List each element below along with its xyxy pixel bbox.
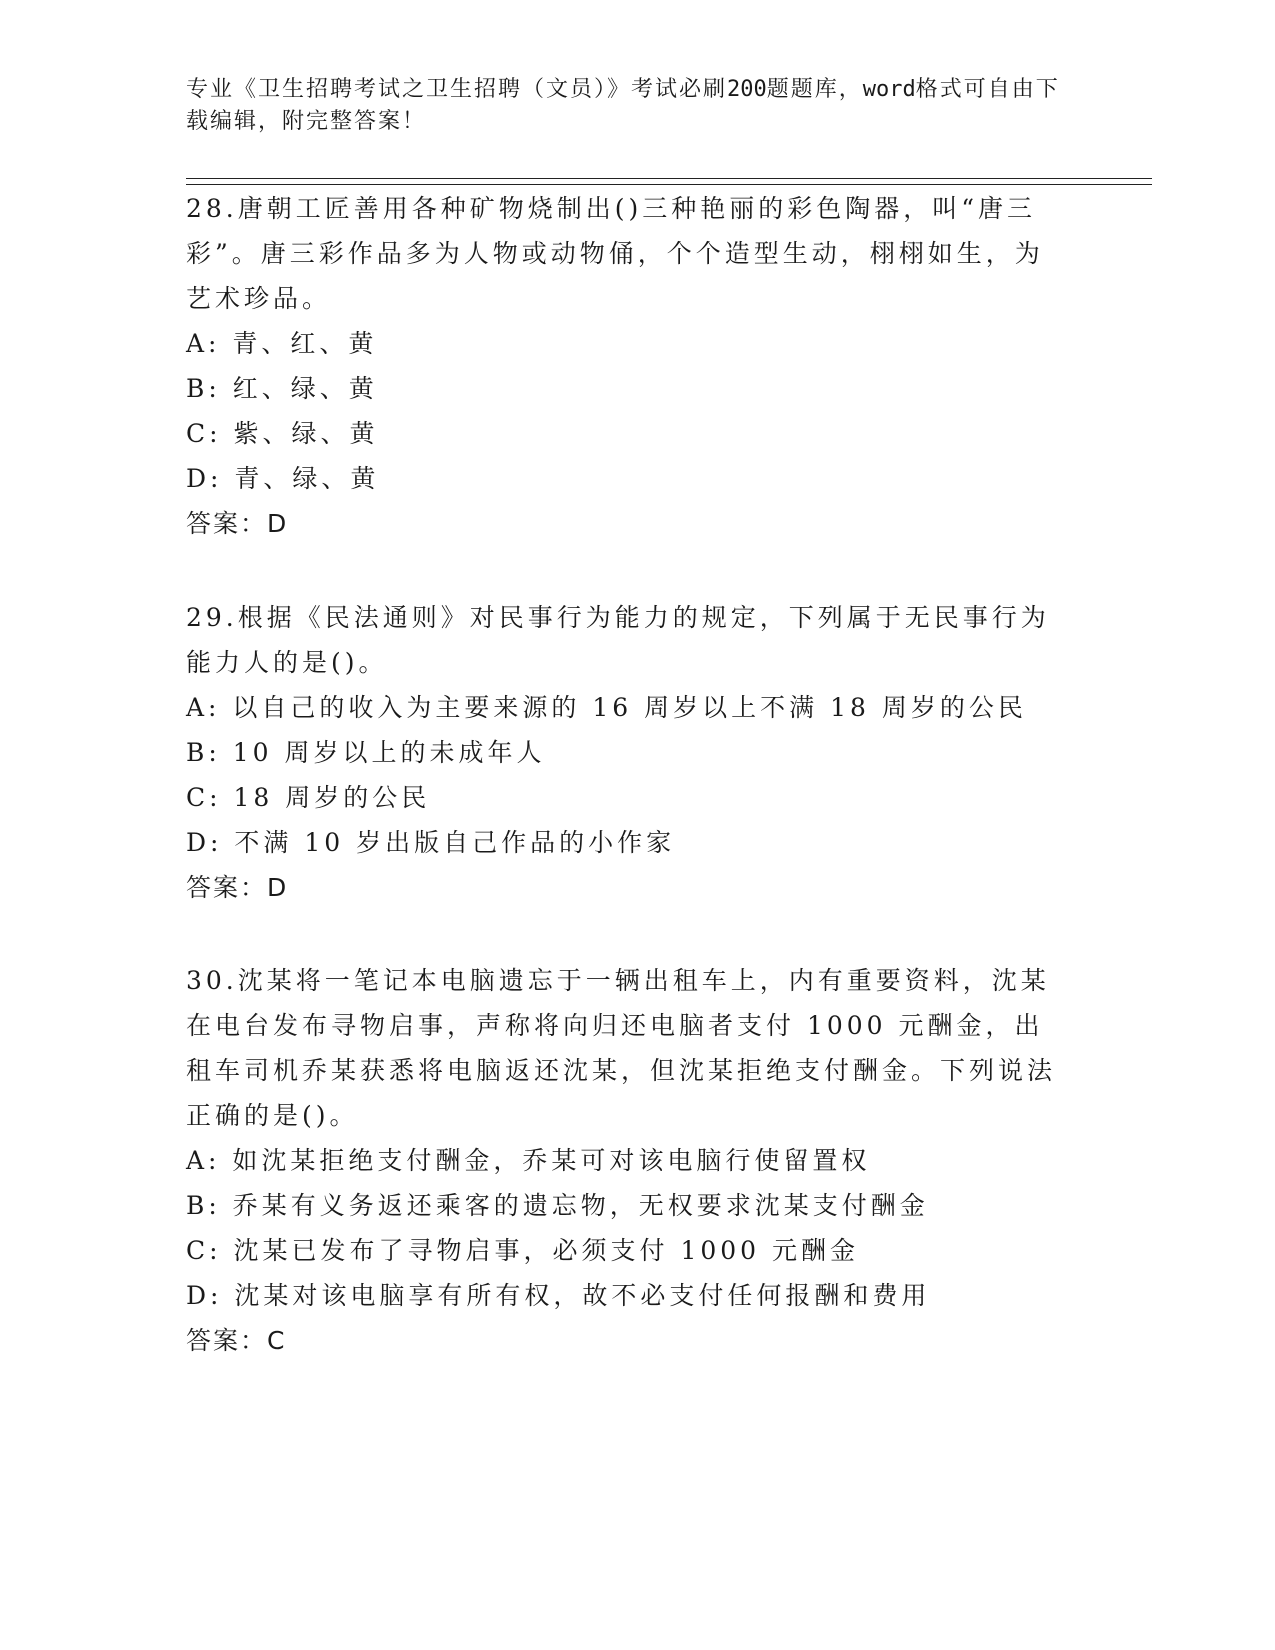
question-29 <box>186 595 1071 911</box>
option-c: C: 18 周岁的公民 <box>186 783 431 812</box>
option-b: B: 红、绿、黄 <box>186 374 378 403</box>
option-b: B: 乔某有义务返还乘客的遗忘物，无权要求沈某支付酬金 <box>186 1191 929 1220</box>
intro-text-3: 格式可自由下载编辑，附完整答案！ <box>186 77 1060 134</box>
question-stem: 28.唐朝工匠善用各种矿物烧制出()三种艳丽的彩色陶器，叫“唐三彩”。唐三彩作品多为人物或动物俑，个个造型生动，栩栩如生，为艺术珍品。 <box>186 194 1044 313</box>
intro-format: word <box>862 77 916 102</box>
answer-line: 答案：D <box>186 873 289 902</box>
question-28 <box>186 186 1071 547</box>
intro-text-1: 专业《卫生招聘考试之卫生招聘（文员）》考试必刷 <box>186 77 728 102</box>
option-a: A: 青、红、黄 <box>186 329 378 358</box>
option-d: D: 沈某对该电脑享有所有权，故不必支付任何报酬和费用 <box>186 1281 931 1310</box>
document-intro <box>186 74 1066 138</box>
header-rule-bottom <box>186 184 1152 185</box>
question-30 <box>186 958 1071 1364</box>
answer-line: 答案：D <box>186 509 289 538</box>
answer-line: 答案：C <box>186 1326 287 1355</box>
option-d: D: 青、绿、黄 <box>186 464 380 493</box>
question-stem: 30.沈某将一笔记本电脑遗忘于一辆出租车上，内有重要资料，沈某在电台发布寻物启事，声称将向归还电脑者支付 1000 元酬金，出租车司机乔某获悉将电脑返还沈某，但沈某拒绝支付酬金。下列说法正确的是()。 <box>186 966 1057 1130</box>
option-a: A: 如沈某拒绝支付酬金，乔某可对该电脑行使留置权 <box>186 1146 871 1175</box>
option-b: B: 10 周岁以上的未成年人 <box>186 738 546 767</box>
option-d: D: 不满 10 岁出版自己作品的小作家 <box>186 828 676 857</box>
intro-question-count: 200 <box>727 77 767 102</box>
option-c: C: 紫、绿、黄 <box>186 419 379 448</box>
header-rule-top <box>186 178 1152 179</box>
option-a: A: 以自己的收入为主要来源的 16 周岁以上不满 18 周岁的公民 <box>186 693 1027 722</box>
question-stem: 29.根据《民法通则》对民事行为能力的规定，下列属于无民事行为能力人的是()。 <box>186 603 1050 677</box>
intro-text-2: 题题库， <box>766 77 863 102</box>
option-c: C: 沈某已发布了寻物启事，必须支付 1000 元酬金 <box>186 1236 860 1265</box>
